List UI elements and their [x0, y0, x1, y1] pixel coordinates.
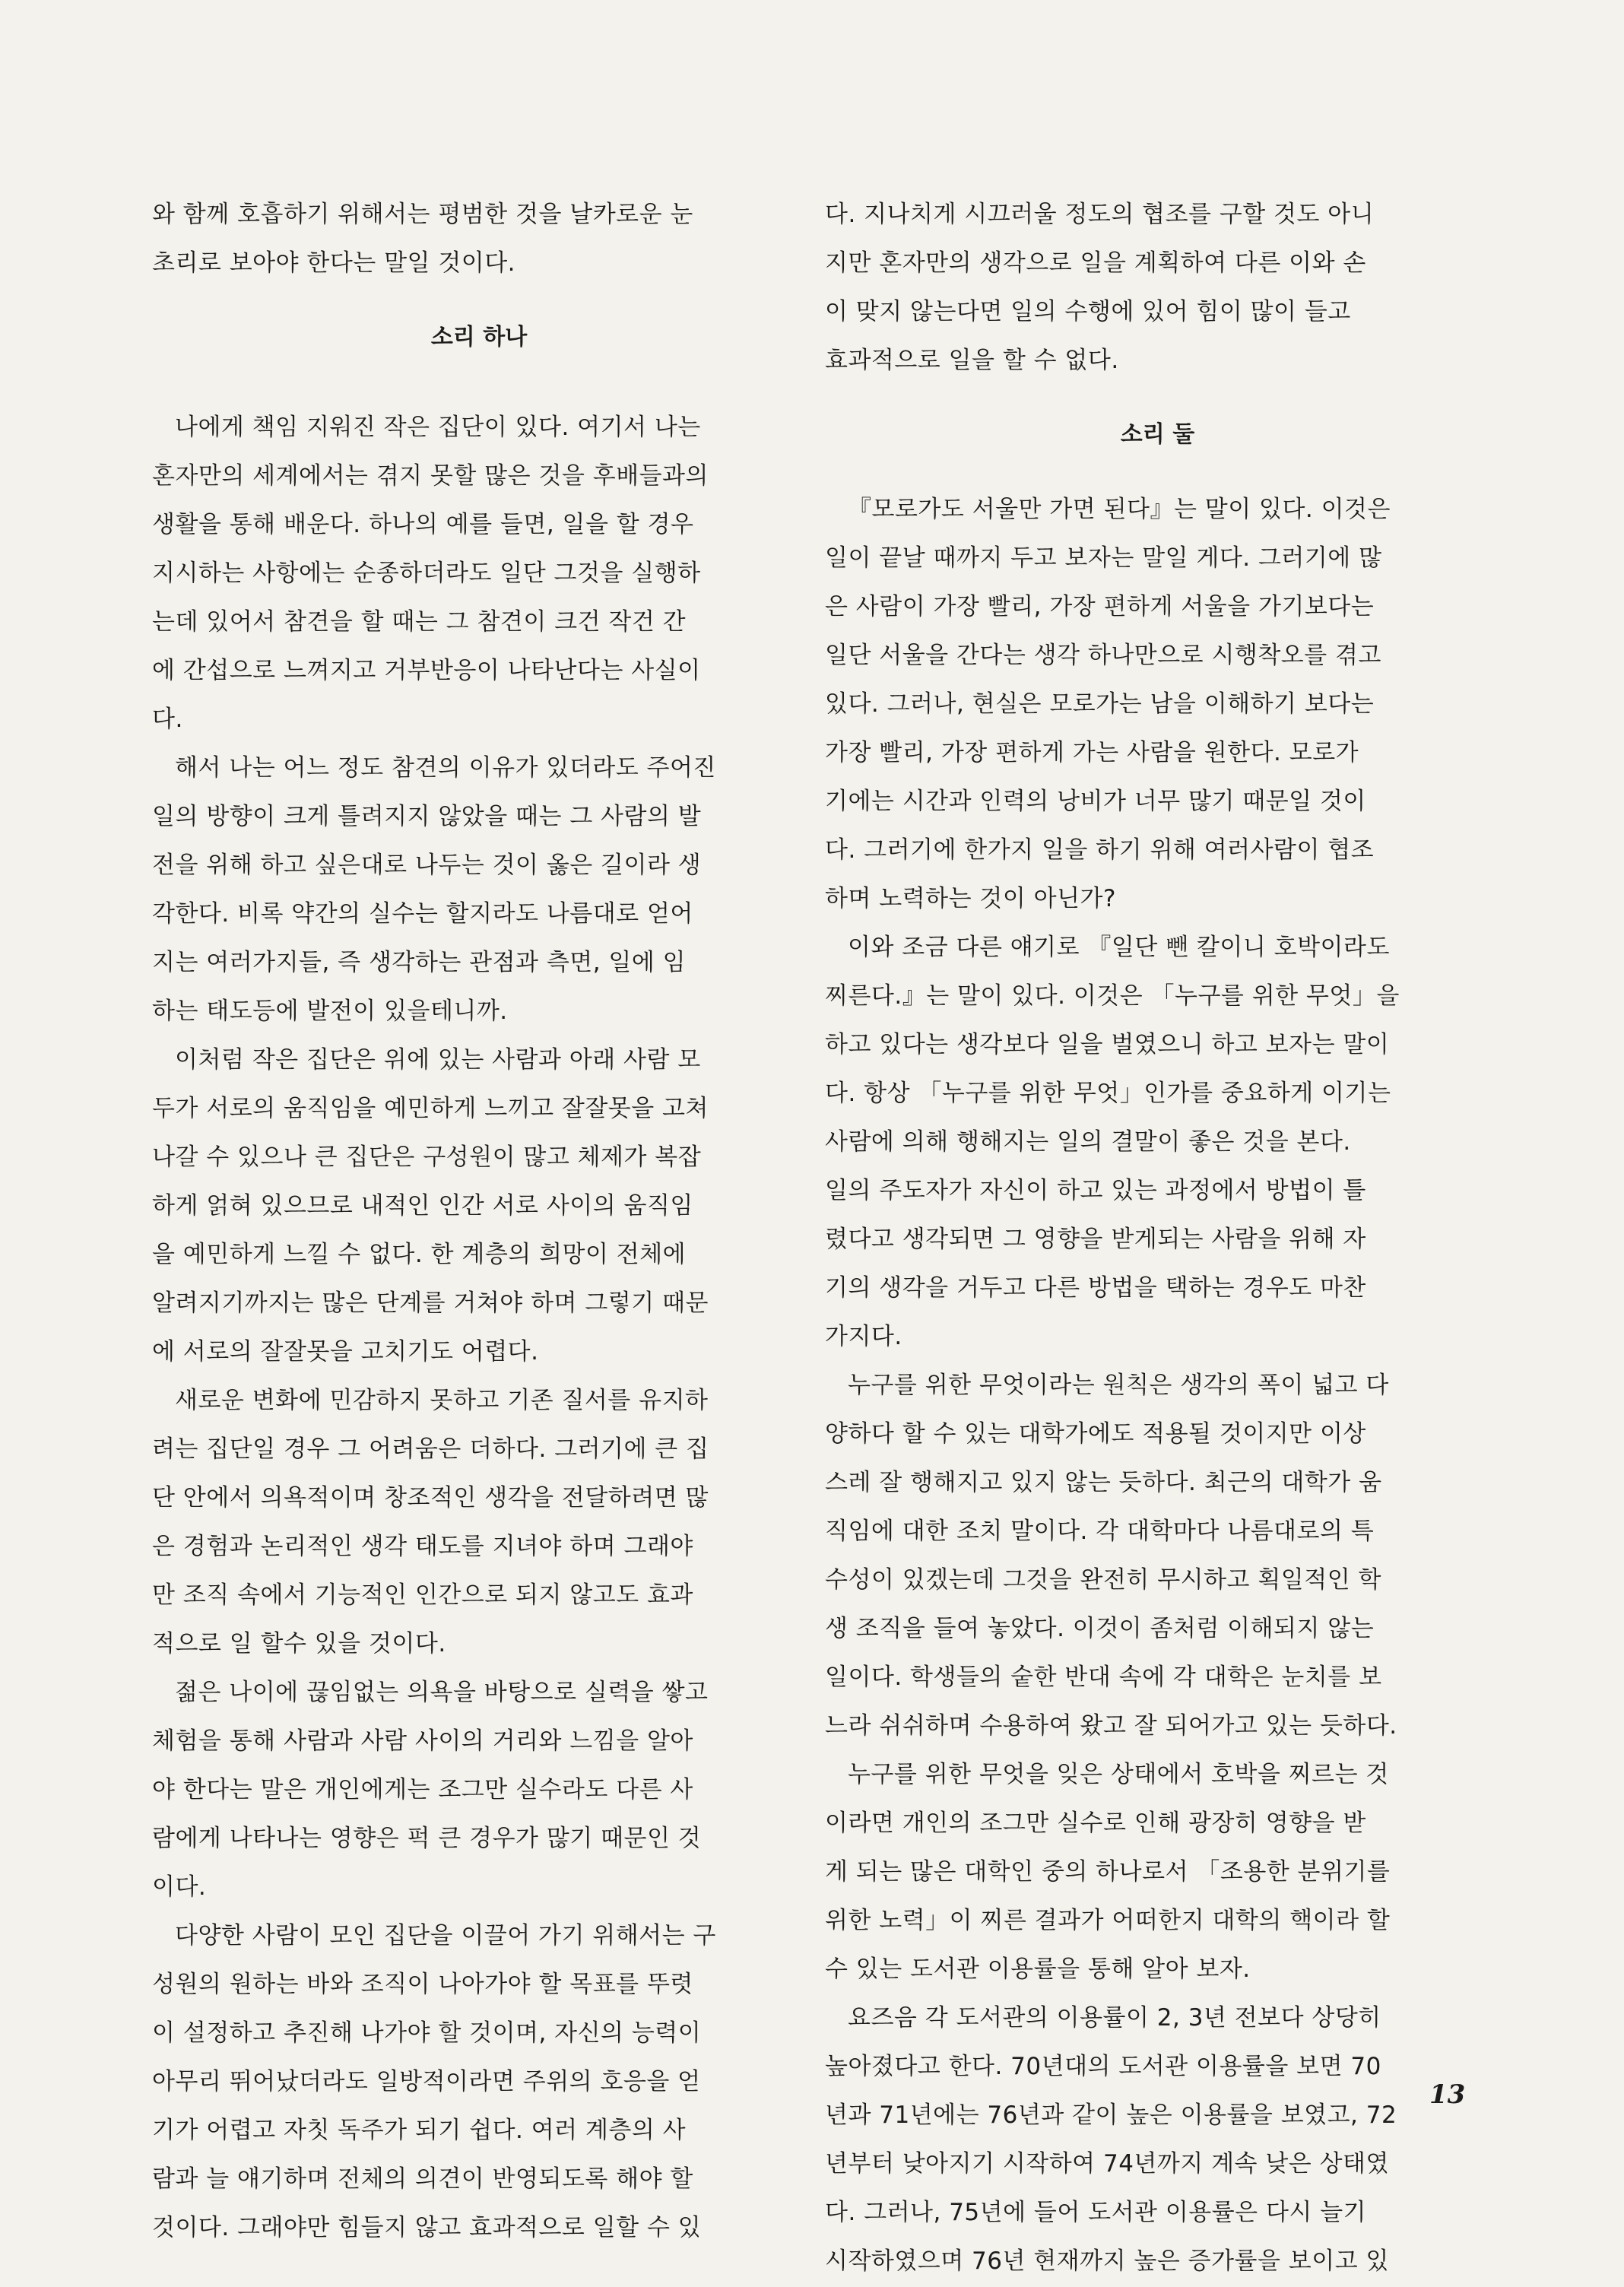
text-line: 기에는 시간과 인력의 낭비가 너무 많기 때문일 것이: [825, 788, 1366, 815]
text-line: 느라 쉬쉬하며 수용하여 왔고 잘 되어가고 있는 듯하다.: [825, 1712, 1397, 1740]
text-line: 두가 서로의 움직임을 예민하게 느끼고 잘잘못을 고쳐: [152, 1095, 709, 1122]
text-line: 다.: [152, 706, 183, 733]
text-line: 이다.: [152, 1873, 207, 1901]
text-line: 는데 있어서 참견을 할 때는 그 참견이 크건 작건 간: [152, 608, 687, 636]
text-line: 일의 방향이 크게 틀려지지 않았을 때는 그 사람의 발: [152, 803, 702, 830]
text-line: 찌른다.』는 말이 있다. 이것은 「누구를 위한 무엇」을: [825, 982, 1400, 1010]
page-number: 13: [1429, 2079, 1466, 2110]
text-line: 성원의 원하는 바와 조직이 나아가야 할 목표를 뚜렷: [152, 1971, 693, 1998]
text-line: 이 맞지 않는다면 일의 수행에 있어 힘이 많이 들고: [825, 298, 1351, 325]
text-line: 은 경험과 논리적인 생각 태도를 지녀야 하며 그래야: [152, 1533, 693, 1560]
text-line: 은 사람이 가장 빨리, 가장 편하게 서울을 가기보다는: [825, 593, 1375, 620]
text-line: 하고 있다는 생각보다 일을 벌였으니 하고 보자는 말이: [825, 1031, 1390, 1058]
text-line: 수 있는 도서관 이용률을 통해 알아 보자.: [825, 1956, 1251, 1983]
text-line: 이 설정하고 추진해 나가야 할 것이며, 자신의 능력이: [152, 2019, 702, 2047]
text-line: 전을 위해 하고 싶은대로 나두는 것이 옳은 길이라 생: [152, 852, 702, 879]
text-line: 일의 주도자가 자신이 하고 있는 과정에서 방법이 틀: [825, 1177, 1366, 1204]
paragraph: [825, 485, 1490, 923]
left-column: [152, 190, 806, 2252]
text-line: 기의 생각을 거두고 다른 방법을 택하는 경우도 마찬: [825, 1274, 1366, 1302]
text-line: 하는 태도등에 발전이 있을테니까.: [152, 998, 508, 1025]
section-heading-two: 소리 둘: [1120, 421, 1195, 448]
text-line: 하게 얽혀 있으므로 내적인 인간 서로 사이의 움직임: [152, 1192, 693, 1220]
text-line: 요즈음 각 도서관의 이용률이 2, 3년 전보다 상당히: [848, 2004, 1381, 2032]
text-line: 지시하는 사항에는 순종하더라도 일단 그것을 실행하: [152, 560, 701, 587]
text-line: 다. 그러기에 한가지 일을 하기 위해 여러사람이 협조: [825, 836, 1375, 864]
text-line: 해서 나는 어느 정도 참견의 이유가 있더라도 주어진: [175, 754, 716, 782]
text-line: 각한다. 비록 약간의 실수는 할지라도 나름대로 얻어: [152, 900, 693, 928]
text-line: 람과 늘 얘기하며 전체의 의견이 반영되도록 해야 할: [152, 2165, 693, 2193]
right-column: [825, 190, 1490, 2285]
text-line: 이라면 개인의 조그만 실수로 인해 광장히 영향을 받: [825, 1810, 1366, 1837]
paragraph: [825, 923, 1490, 1361]
text-line: 에 서로의 잘잘못을 고치기도 어렵다.: [152, 1338, 539, 1366]
text-line: 수성이 있겠는데 그것을 완전히 무시하고 획일적인 학: [825, 1566, 1381, 1594]
text-line: 만 조직 속에서 기능적인 인간으로 되지 않고도 효과: [152, 1581, 693, 1609]
text-line: 가장 빨리, 가장 편하게 가는 사람을 원한다. 모로가: [825, 739, 1359, 766]
text-line: 다. 그러나, 75년에 들어 도서관 이용률은 다시 늘기: [825, 2199, 1367, 2226]
text-line: 년과 71년에는 76년과 같이 높은 이용률을 보였고, 72: [825, 2101, 1397, 2129]
text-line: 년부터 낮아지기 시작하여 74년까지 계속 낮은 상태였: [825, 2150, 1389, 2178]
text-line: 사람에 의해 행해지는 일의 결말이 좋은 것을 본다.: [825, 1128, 1351, 1156]
text-line: 에 간섭으로 느껴지고 거부반응이 나타난다는 사실이: [152, 657, 701, 684]
text-line: 렸다고 생각되면 그 영향을 받게되는 사람을 위해 자: [825, 1226, 1366, 1253]
text-line: 와 함께 호흡하기 위해서는 평범한 것을 날카로운 눈: [152, 201, 693, 228]
paragraph: [152, 744, 806, 1036]
text-line: 것이다. 그래야만 힘들지 않고 효과적으로 일할 수 있: [152, 2214, 702, 2241]
right-intro: [825, 190, 1490, 385]
section-heading-one: 소리 하나: [430, 324, 528, 351]
text-line: 양하다 할 수 있는 대학가에도 적용될 것이지만 이상: [825, 1420, 1366, 1448]
text-line: 이처럼 작은 집단은 위에 있는 사람과 아래 사람 모: [175, 1046, 701, 1074]
paragraph: [152, 1668, 806, 1911]
text-line: 일단 서울을 간다는 생각 하나만으로 시행착오를 겪고: [825, 642, 1381, 669]
text-line: 기가 어렵고 자칫 독주가 되기 쉽다. 여러 계층의 사: [152, 2117, 687, 2144]
text-line: 일이 끝날 때까지 두고 보자는 말일 게다. 그러기에 많: [825, 544, 1382, 572]
text-line: 이와 조금 다른 얘기로 『일단 뺀 칼이니 호박이라도: [848, 934, 1390, 961]
text-line: 일이다. 학생들의 숱한 반대 속에 각 대학은 눈치를 보: [825, 1664, 1382, 1691]
text-line: 젊은 나이에 끊임없는 의욕을 바탕으로 실력을 쌓고: [175, 1679, 709, 1706]
text-line: 초리로 보아야 한다는 말일 것이다.: [152, 249, 516, 277]
paragraph: [152, 1376, 806, 1668]
text-line: 누구를 위한 무엇을 잊은 상태에서 호박을 찌르는 것: [848, 1761, 1389, 1788]
text-line: 다. 지나치게 시끄러울 정도의 협조를 구할 것도 아니: [825, 201, 1375, 228]
text-line: 다양한 사람이 모인 집단을 이끌어 가기 위해서는 구: [175, 1922, 716, 1949]
text-line: 가지다.: [825, 1323, 902, 1350]
text-line: 지는 여러가지들, 즉 생각하는 관점과 측면, 일에 임: [152, 949, 687, 976]
text-line: 생 조직을 들여 놓았다. 이것이 좀처럼 이해되지 않는: [825, 1615, 1375, 1642]
text-line: 시작하였으며 76년 현재까지 높은 증가률을 보이고 있: [825, 2247, 1389, 2275]
text-line: 람에게 나타나는 영향은 퍽 큰 경우가 많기 때문인 것: [152, 1825, 702, 1852]
text-line: 을 예민하게 느낄 수 없다. 한 계층의 희망이 전체에: [152, 1241, 687, 1268]
paragraph: [825, 1994, 1490, 2285]
text-line: 야 한다는 말은 개인에게는 조그만 실수라도 다른 사: [152, 1776, 693, 1803]
text-line: 직임에 대한 조치 말이다. 각 대학마다 나름대로의 특: [825, 1518, 1375, 1545]
text-line: 스레 잘 행해지고 있지 않는 듯하다. 최근의 대학가 움: [825, 1469, 1382, 1496]
text-line: 알려지기까지는 많은 단계를 거쳐야 하며 그렇기 때문: [152, 1289, 709, 1317]
text-line: 혼자만의 세계에서는 겪지 못할 많은 것을 후배들과의: [152, 462, 709, 490]
text-line: 지만 혼자만의 생각으로 일을 계획하여 다른 이와 손: [825, 249, 1366, 277]
text-line: 있다. 그러나, 현실은 모로가는 남을 이해하기 보다는: [825, 690, 1375, 718]
text-line: 생활을 통해 배운다. 하나의 예를 들면, 일을 할 경우: [152, 511, 694, 538]
text-line: 나에게 책임 지워진 작은 집단이 있다. 여기서 나는: [175, 414, 701, 441]
text-line: 효과적으로 일을 할 수 없다.: [825, 347, 1119, 374]
text-line: 려는 집단일 경우 그 어려움은 더하다. 그러기에 큰 집: [152, 1435, 709, 1463]
text-line: 적으로 일 할수 있을 것이다.: [152, 1630, 446, 1657]
text-line: 새로운 변화에 민감하지 못하고 기존 질서를 유지하: [175, 1387, 709, 1414]
text-line: 단 안에서 의욕적이며 창조적인 생각을 전달하려면 많: [152, 1484, 709, 1511]
paragraph: [152, 1036, 806, 1376]
text-line: 위한 노력」이 찌른 결과가 어떠한지 대학의 핵이라 할: [825, 1907, 1391, 1934]
paragraph: [152, 1911, 806, 2252]
left-intro: [152, 190, 806, 287]
text-line: 하며 노력하는 것이 아닌가?: [825, 885, 1116, 912]
text-line: 누구를 위한 무엇이라는 원칙은 생각의 폭이 넓고 다: [848, 1372, 1389, 1399]
paragraph: [152, 403, 806, 744]
text-line: 체험을 통해 사람과 사람 사이의 거리와 느낌을 알아: [152, 1727, 693, 1755]
text-line: 높아졌다고 한다. 70년대의 도서관 이용률을 보면 70: [825, 2053, 1381, 2080]
paragraph: [825, 1750, 1490, 1994]
text-line: 아무리 뛰어났더라도 일방적이라면 주위의 호응을 얻: [152, 2068, 701, 2095]
text-line: 나갈 수 있으나 큰 집단은 구성원이 많고 체제가 복잡: [152, 1144, 702, 1171]
text-line: 『모로가도 서울만 가면 된다』는 말이 있다. 이것은: [848, 496, 1391, 523]
text-line: 게 되는 많은 대학인 중의 하나로서 「조용한 분위기를: [825, 1858, 1391, 1886]
paragraph: [825, 1361, 1490, 1750]
text-line: 다. 항상 「누구를 위한 무엇」인가를 중요하게 이기는: [825, 1080, 1391, 1107]
